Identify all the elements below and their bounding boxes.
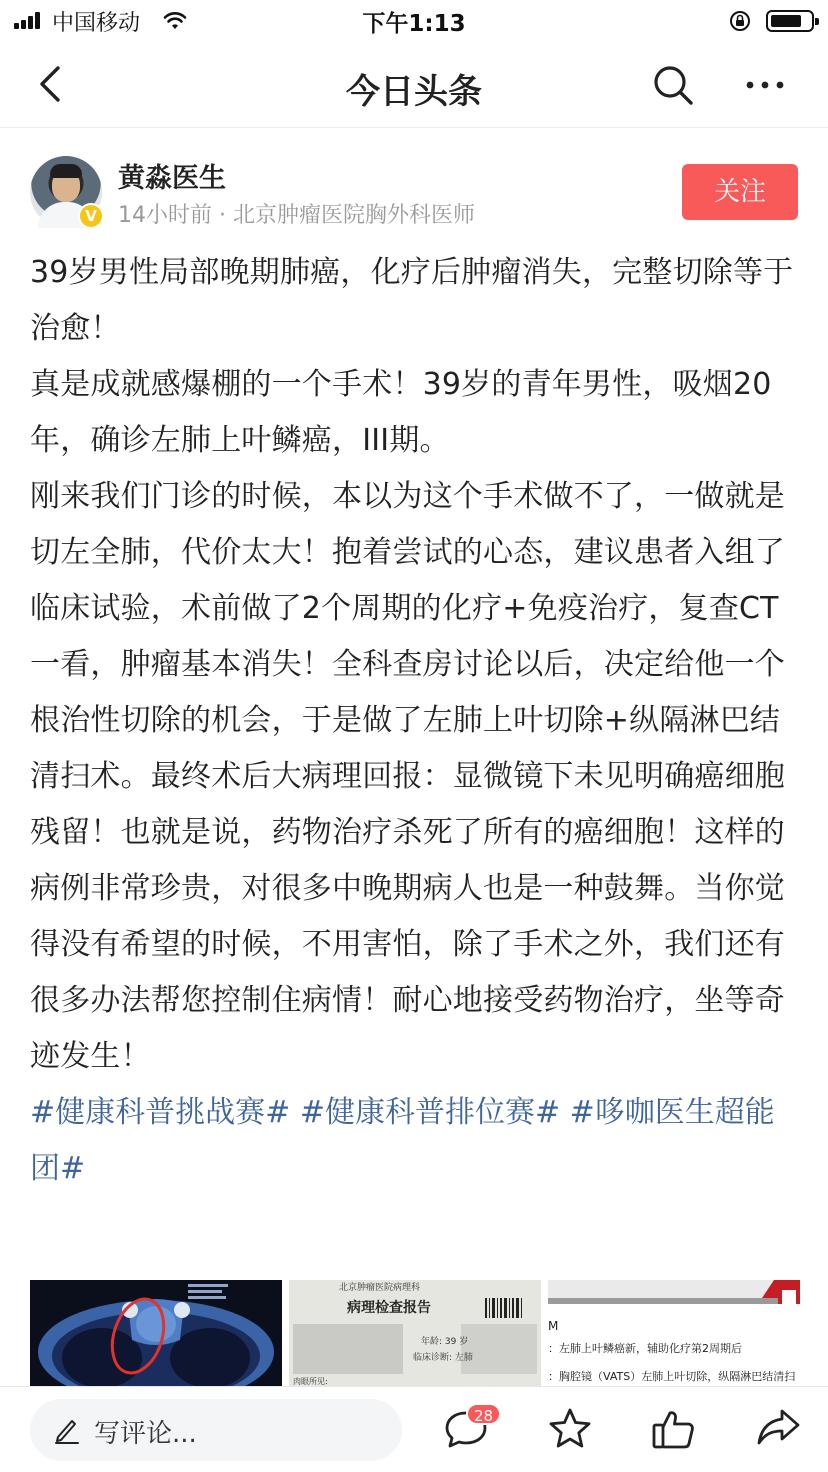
status-time: 下午1:13 xyxy=(362,11,466,37)
hashtag-list xyxy=(30,1085,800,1197)
star-icon[interactable] xyxy=(546,1405,594,1453)
article-title: 39岁男性局部晚期肺癌，化疗后肿瘤消失，完整切除等于治愈！ xyxy=(30,255,794,346)
thumbs-up-icon[interactable] xyxy=(650,1405,698,1453)
search-icon[interactable] xyxy=(650,62,696,108)
comment-placeholder: 写评论... xyxy=(94,1419,197,1449)
status-bar xyxy=(0,0,828,42)
page-title: 今日头条 xyxy=(346,72,482,112)
pathology-report-image[interactable] xyxy=(289,1280,541,1386)
bottom-action-bar xyxy=(0,1386,828,1472)
ct-scan-image[interactable] xyxy=(30,1280,282,1386)
image-strip xyxy=(30,1280,800,1386)
comment-input[interactable] xyxy=(30,1399,402,1461)
verified-badge-icon: V xyxy=(78,203,104,229)
more-icon[interactable] xyxy=(742,62,788,108)
share-icon[interactable] xyxy=(754,1405,802,1453)
author-name[interactable]: 黄淼医生 xyxy=(118,163,226,194)
hashtag-link[interactable]: #健康科普排位赛# xyxy=(299,1095,561,1130)
author-meta: 14小时前 · 北京肿瘤医院胸外科医师 xyxy=(118,203,475,228)
hashtag-link[interactable]: #哆咖医生超能团# xyxy=(30,1095,775,1186)
article-paragraph: 刚来我们门诊的时候，本以为这个手术做不了，一做就是切左全肺，代价太大！抱着尝试的心态，建议患者入组了临床试验，术前做了2个周期的化疗+免疫治疗，复查CT一看，肿瘤基本消失！全科查房讨论以后，决定给他一个根治性切除的机会，于是做了左肺上叶切除+纵隔淋巴结清扫术。最终术后大病理回报：显微镜下未见明确癌细胞残留！也就是说，药物治疗杀死了所有的癌细胞！这样的病例非常珍贵，对很多中晚期病人也是一种鼓舞。当你觉得没有希望的时候，不用害怕，除了手术之外，我们还有很多办法帮您控制住病情！耐心地接受药物治疗，坐等奇迹发生！ xyxy=(30,479,785,1074)
nav-bar xyxy=(0,42,828,128)
hashtag-link[interactable]: #健康科普挑战赛# xyxy=(30,1095,291,1130)
article-body xyxy=(30,245,800,1197)
report-footer: 肉眼所见: xyxy=(293,1377,328,1386)
report-clinical: 临床诊断: 左肺 xyxy=(413,1353,473,1363)
report-age: 年龄: 39 岁 xyxy=(421,1337,469,1347)
report-header: 北京肿瘤医院病理科 xyxy=(339,1283,421,1293)
slide-image[interactable] xyxy=(548,1280,800,1386)
follow-button[interactable]: 关注 xyxy=(682,164,798,220)
pen-icon xyxy=(52,1415,82,1445)
slide-line: M xyxy=(548,1319,559,1333)
comment-count-badge: 28 xyxy=(466,1403,501,1425)
battery-icon xyxy=(766,10,814,32)
article-paragraph: 真是成就感爆棚的一个手术！39岁的青年男性，吸烟20年，确诊左肺上叶鳞癌，III期。 xyxy=(30,367,772,458)
carrier-name: 中国移动 xyxy=(52,11,141,36)
orientation-lock-icon xyxy=(728,9,752,33)
report-title: 病理检查报告 xyxy=(347,1300,431,1316)
slide-line: ：胸腔镜（VATS）左肺上叶切除，纵隔淋巴结清扫 xyxy=(548,1370,796,1383)
slide-line: ：左肺上叶鳞癌新，辅助化疗第2周期后 xyxy=(548,1342,742,1355)
